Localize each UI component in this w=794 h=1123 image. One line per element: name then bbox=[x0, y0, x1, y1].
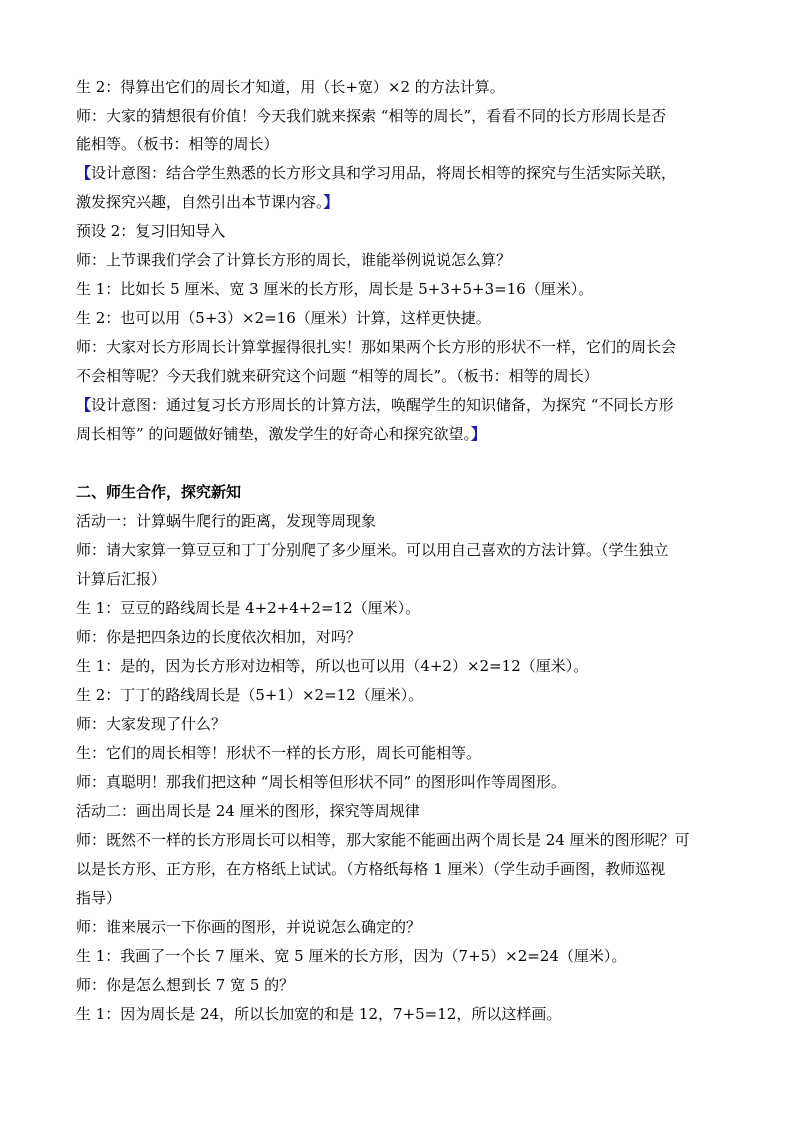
text-line: 师：请大家算一算豆豆和丁丁分别爬了多少厘米。可以用自己喜欢的方法计算。（学生独立 bbox=[76, 541, 669, 559]
text-line: 师：上节课我们学会了计算长方形的周长，谁能举例说说怎么算？ bbox=[76, 251, 512, 269]
text-line: 生 1：是的，因为长方形对边相等，所以也可以用（4+2）×2=12（厘米）。 bbox=[76, 657, 589, 675]
section-heading: 二、师生合作，探究新知 bbox=[76, 483, 242, 501]
text-line: 师：真聪明！那我们把这种 “周长相等但形状不同” 的图形叫作等周图形。 bbox=[76, 773, 566, 791]
text-line: 师：谁来展示一下你画的图形，并说说怎么确定的？ bbox=[76, 918, 422, 936]
text-line: 师：你是把四条边的长度依次相加，对吗？ bbox=[76, 628, 362, 646]
design-intent-line: 【设计意图：结合学生熟悉的长方形文具和学习用品，将周长相等的探究与生活实际关联， bbox=[76, 164, 677, 182]
text-line: 师：大家的猜想很有价值！今天我们就来探索 “相等的周长”，看看不同的长方形周长是否 bbox=[76, 107, 667, 125]
text-line: 预设 2：复习旧知导入 bbox=[76, 222, 226, 240]
design-intent-line: 周长相等” 的问题做好铺垫，激发学生的好奇心和探究欲望。】 bbox=[76, 425, 486, 443]
design-intent-line: 激发探究兴趣，自然引出本节课内容。】 bbox=[76, 193, 339, 211]
text-line: 以是长方形、正方形，在方格纸上试试。（方格纸每格 1 厘米）（学生动手画图，教师巡视 bbox=[76, 860, 666, 878]
design-intent-line: 【设计意图：通过复习长方形周长的计算方法，唤醒学生的知识储备，为探究 “不同长方形 bbox=[76, 396, 674, 414]
text-line: 生 2：也可以用（5+3）×2=16（厘米）计算，这样更快捷。 bbox=[76, 309, 491, 327]
text-line: 活动一：计算蜗牛爬行的距离，发现等周现象 bbox=[76, 512, 377, 530]
text-line: 生 1：我画了一个长 7 厘米、宽 5 厘米的长方形，因为（7+5）×2=24（厘米）。 bbox=[76, 947, 627, 965]
text-line: 师：你是怎么想到长 7 宽 5 的？ bbox=[76, 976, 295, 994]
text-line: 师：既然不一样的长方形周长可以相等，那大家能不能画出两个周长是 24 厘米的图形呢？可 bbox=[76, 831, 690, 849]
text-line: 能相等。（板书：相等的周长） bbox=[76, 135, 279, 153]
text-line: 生：它们的周长相等！形状不一样的长方形，周长可能相等。 bbox=[76, 744, 482, 762]
text-line: 不会相等呢？今天我们就来研究这个问题 “相等的周长”。（板书：相等的周长） bbox=[76, 367, 599, 385]
text-line: 指导） bbox=[76, 889, 122, 907]
text-line: 生 1：因为周长是 24，所以长加宽的和是 12，7+5=12，所以这样画。 bbox=[76, 1005, 562, 1023]
text-line: 生 2：丁丁的路线周长是（5+1）×2=12（厘米）。 bbox=[76, 686, 424, 704]
text-line: 师：大家发现了什么？ bbox=[76, 715, 227, 733]
text-line: 计算后汇报） bbox=[76, 570, 167, 588]
text-line: 活动二：画出周长是 24 厘米的图形，探究等周规律 bbox=[76, 802, 420, 820]
text-line: 师：大家对长方形周长计算掌握得很扎实！那如果两个长方形的形状不一样，它们的周长会 bbox=[76, 338, 677, 356]
text-line: 生 1：比如长 5 厘米、宽 3 厘米的长方形，周长是 5+3+5+3=16（厘米）。 bbox=[76, 280, 594, 298]
text-line: 生 1：豆豆的路线周长是 4+2+4+2=12（厘米）。 bbox=[76, 599, 421, 617]
text-line: 生 2：得算出它们的周长才知道，用（长+宽）×2 的方法计算。 bbox=[76, 78, 505, 96]
